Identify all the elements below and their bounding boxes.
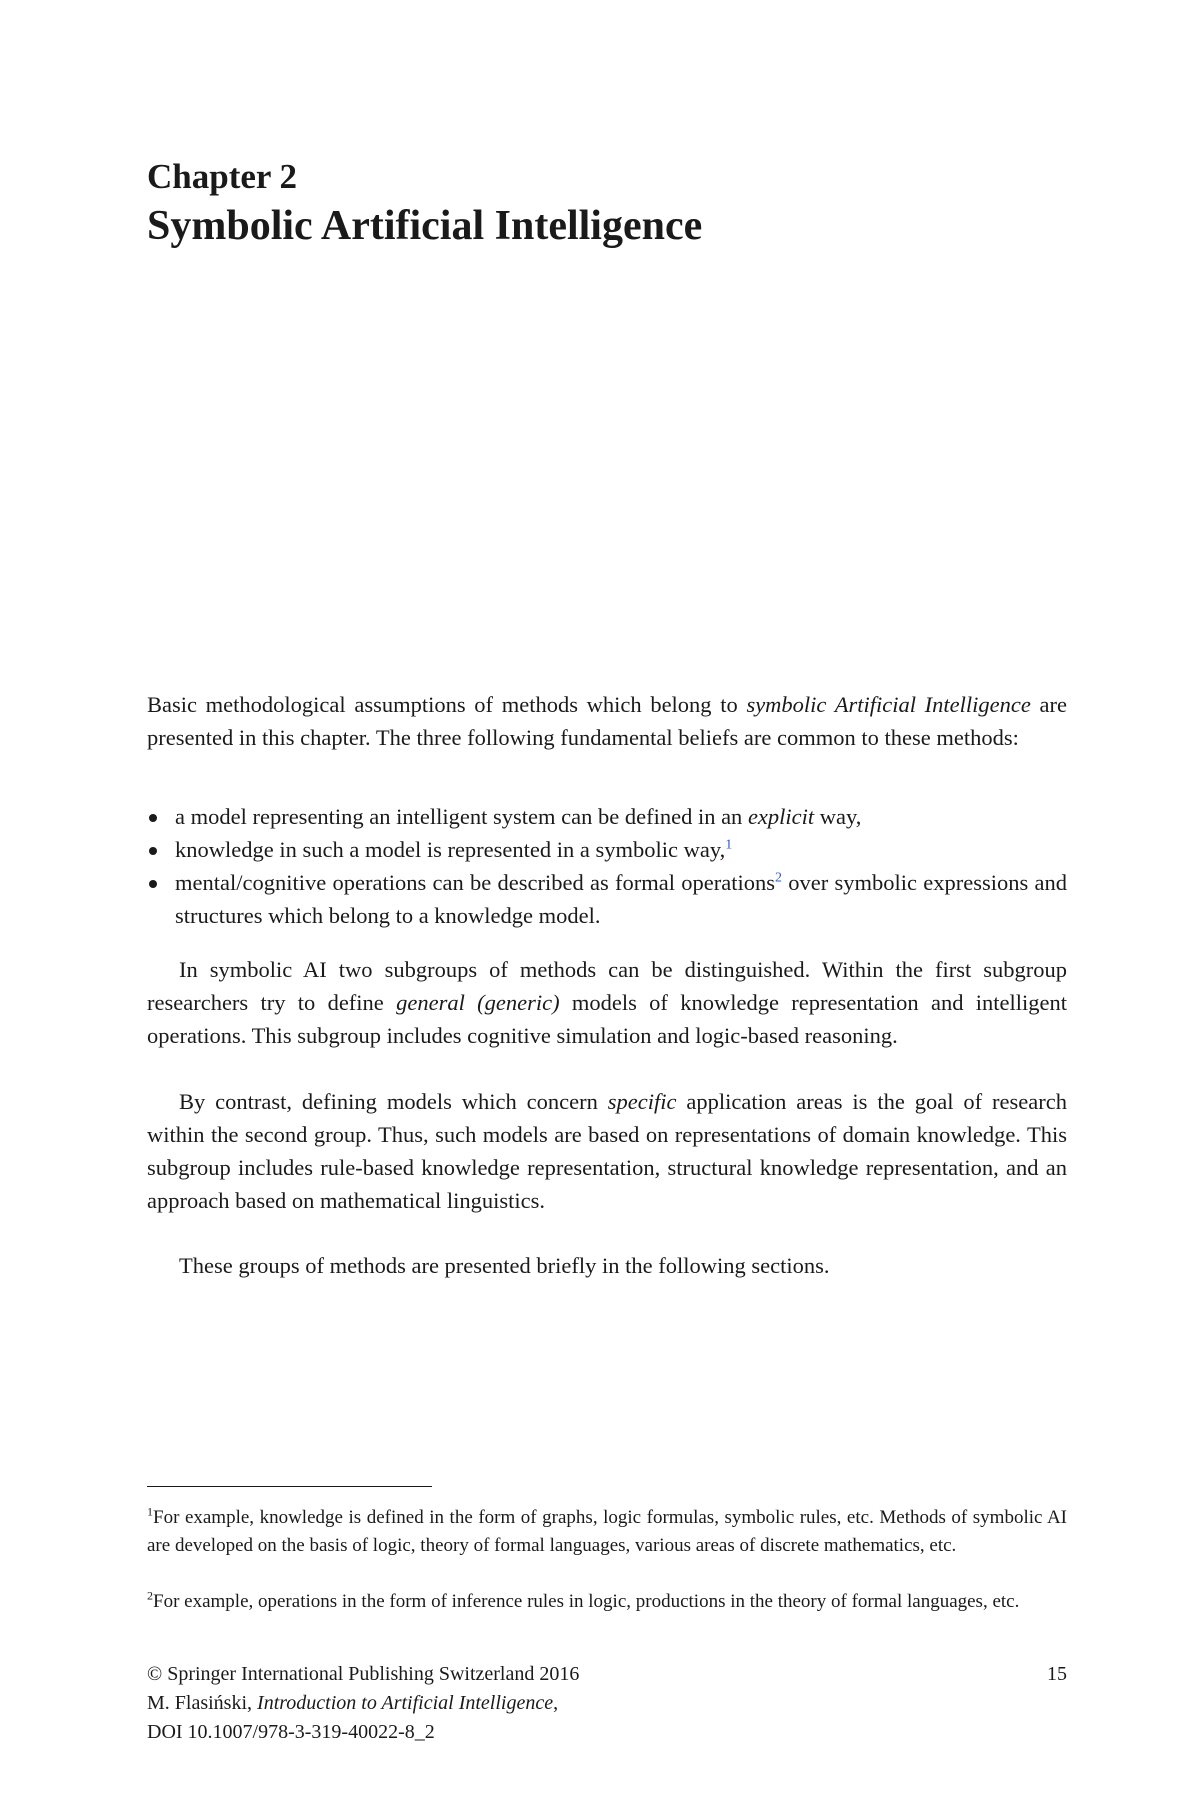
chapter-title: Symbolic Artificial Intelligence [147, 203, 703, 249]
footnote-ref-link[interactable]: 2 [774, 870, 782, 886]
paragraph-text-end: models of knowledge representation and intelligent operations. This subgroup includes cognitive simulation and logic-based reasoning. [147, 990, 1067, 1048]
bullet-text-end: over symbolic expressions and structures which belong to a knowledge model. [175, 870, 1067, 928]
citation-punct: , [553, 1692, 559, 1714]
paragraph-emphasis: specific [607, 1089, 677, 1114]
doi-line: DOI 10.1007/978-3-319-40022-8_2 [147, 1721, 435, 1743]
footnote-text: For example, operations in the form of inference rules in logic, productions in the theory of formal languages, etc. [153, 1591, 1020, 1612]
footnote-divider [147, 1486, 432, 1487]
citation-line [147, 1689, 1067, 1718]
paragraph-text: In symbolic AI two subgroups of methods can be distinguished. Within the first subgroup researchers try to define [147, 957, 1067, 1015]
closing-paragraph: These groups of methods are presented briefly in the following sections. [179, 1253, 830, 1278]
bullet-icon [149, 814, 157, 822]
bullet-emphasis: explicit [747, 804, 815, 829]
list-item [147, 800, 1067, 833]
footnote-text: For example, knowledge is defined in the form of graphs, logic formulas, symbolic rules, etc. Methods of symbolic AI are developed on the basis of logic, theory of formal languages, various areas of discrete mathematics, etc. [147, 1507, 1067, 1556]
copyright-block [147, 1660, 1067, 1747]
intro-emphasis: symbolic Artificial Intelligence [746, 692, 1031, 717]
footnote-number: 2 [147, 1588, 153, 1603]
bullet-text: mental/cognitive operations can be described as formal operations [175, 870, 775, 895]
footnote-number: 1 [147, 1504, 153, 1519]
paragraph-text-end: application areas is the goal of research within the second group. Thus, such models are based on representations of domain knowledge. This subgroup includes rule-based knowledge representation, structural knowledge representation, and an approach based on mathematical linguistics. [147, 1089, 1067, 1213]
list-item [147, 866, 1067, 932]
bullet-text: knowledge in such a model is represented in a symbolic way, [175, 837, 726, 862]
beliefs-list [147, 800, 1067, 932]
paragraph-text: By contrast, defining models which concern [179, 1089, 608, 1114]
paragraph-emphasis: general (generic) [396, 990, 560, 1015]
bullet-text: a model representing an intelligent system can be defined in an [175, 804, 748, 829]
chapter-label: Chapter 2 [147, 157, 298, 196]
list-item [147, 833, 1067, 866]
footnote-1 [147, 1504, 1067, 1560]
page-number: 15 [1047, 1663, 1067, 1685]
book-title: Introduction to Artificial Intelligence [257, 1692, 554, 1714]
bullet-icon [149, 847, 157, 855]
intro-text: Basic methodological assumptions of methods which belong to [147, 692, 747, 717]
intro-text-end: are presented in this chapter. The three following fundamental beliefs are common to these methods: [147, 692, 1067, 750]
subgroups-paragraph [147, 953, 1067, 1052]
footnote-2 [147, 1588, 1067, 1616]
intro-paragraph [147, 688, 1067, 754]
footnote-ref-link[interactable]: 1 [725, 837, 733, 853]
author-text: M. Flasiński, [147, 1692, 258, 1714]
bullet-icon [149, 880, 157, 888]
contrast-paragraph [147, 1085, 1067, 1217]
copyright-line: © Springer International Publishing Switzerland 2016 [147, 1663, 580, 1685]
bullet-text-end: way, [814, 804, 862, 829]
